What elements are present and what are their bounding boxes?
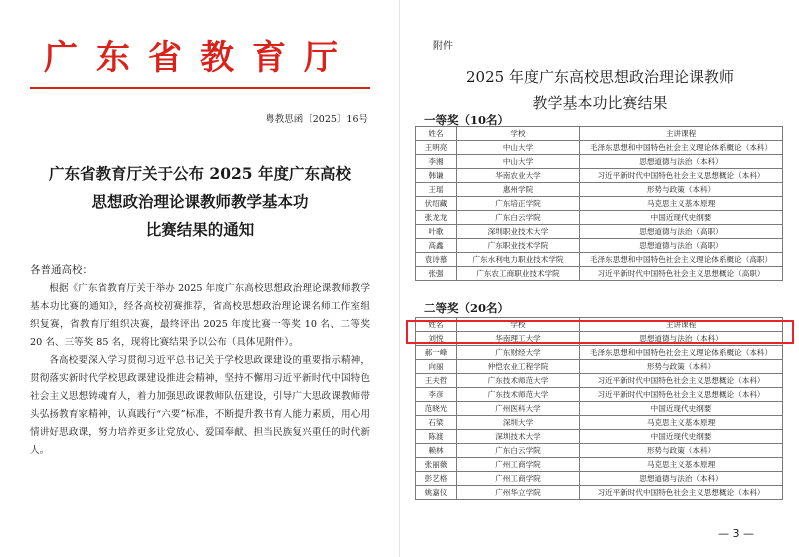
course-name: 形势与政策（本科） xyxy=(580,360,783,374)
school-name: 广州华立学院 xyxy=(457,486,580,500)
first-prize-heading: 一等奖（10名） xyxy=(424,113,510,127)
notice-body xyxy=(30,280,370,460)
winner-name: 张强 xyxy=(416,267,457,281)
table-row xyxy=(416,458,783,472)
school-name: 深圳职业技术大学 xyxy=(457,225,580,239)
table-row xyxy=(416,141,783,155)
notice-title-line: 比赛结果的通知 xyxy=(145,220,255,239)
page-number: — 3 — xyxy=(718,527,754,540)
table-row xyxy=(416,155,783,169)
column-header-course: 主讲课程 xyxy=(580,318,783,332)
course-name: 毛泽东思想和中国特色社会主义理论体系概论（本科） xyxy=(580,346,783,360)
attachment-label: 附件 xyxy=(433,41,453,52)
table-row xyxy=(416,374,783,388)
results-title-line: 2025 年度广东高校思想政治理论课教师 xyxy=(466,68,734,86)
course-name: 马克思主义基本原理 xyxy=(580,458,783,472)
school-name: 深圳大学 xyxy=(457,416,580,430)
school-name: 深圳技术大学 xyxy=(457,430,580,444)
school-name: 广州医科大学 xyxy=(457,402,580,416)
course-name: 形势与政策（本科） xyxy=(580,183,783,197)
course-name: 形势与政策（本科） xyxy=(580,444,783,458)
winner-name: 叶歌 xyxy=(416,225,457,239)
body-paragraph: 根据《广东省教育厅关于举办 2025 年度广东高校思想政治理论课教师教学基本功比赛的通知》，经各高校初赛推荐，省高校思想政治理论课名师工作室组织复赛，省教育厅组织决赛，最终评出 2025 年度比赛一等奖 10 名、二等奖 20 名、三等奖 85 名，现将比赛结果予以公布（具体见附件）。 xyxy=(30,283,370,348)
notice-page xyxy=(0,0,392,557)
winner-name: 姚嘉仪 xyxy=(416,486,457,500)
winner-name: 石梁 xyxy=(416,416,457,430)
body-paragraph: 各高校要深入学习贯彻习近平总书记关于学校思政课建设的重要指示精神，贯彻落实新时代学校思政课建设推进会精神，坚持不懈用习近平新时代中国特色社会主义思想铸魂育人，着力加强思政课教师队伍建设，引导广大思政课教师带头弘扬教育家精神，认真践行“六要”标准，不断提升教书育人能力素质，用心用情讲好思政课，努力培养更多让党放心、爱国奉献、担当民族复兴重任的时代新人。 xyxy=(30,355,370,456)
school-name: 广东财经大学 xyxy=(457,346,580,360)
school-name: 广州工商学院 xyxy=(457,458,580,472)
school-name: 广东技术师范大学 xyxy=(457,388,580,402)
table-row xyxy=(416,211,783,225)
winner-name: 刘悦 xyxy=(416,332,457,346)
first-prize-table xyxy=(415,126,783,281)
school-name: 广东水利电力职业技术学院 xyxy=(457,253,580,267)
results-title xyxy=(400,64,799,116)
column-header-school: 学校 xyxy=(457,127,580,141)
second-prize-table xyxy=(415,317,783,500)
course-name: 思想道德与法治（高职） xyxy=(580,239,783,253)
table-row xyxy=(416,197,783,211)
table-row xyxy=(416,444,783,458)
winner-name: 袁诗慕 xyxy=(416,253,457,267)
notice-title-line: 广东省教育厅关于公布 2025 年度广东高校 xyxy=(49,164,351,183)
results-page xyxy=(399,0,799,557)
school-name: 广州工商学院 xyxy=(457,472,580,486)
school-name: 中山大学 xyxy=(457,141,580,155)
school-name: 惠州学院 xyxy=(457,183,580,197)
table-row xyxy=(416,346,783,360)
winner-name: 王瑶 xyxy=(416,183,457,197)
winner-name: 张丽薇 xyxy=(416,458,457,472)
course-name: 习近平新时代中国特色社会主义思想概论（本科） xyxy=(580,169,783,183)
course-name: 习近平新时代中国特色社会主义思想概论（本科） xyxy=(580,486,783,500)
highlight-box xyxy=(406,320,794,344)
salutation: 各普通高校： xyxy=(30,264,93,276)
winner-name: 郝一峰 xyxy=(416,346,457,360)
table-row xyxy=(416,416,783,430)
winner-name: 赖林 xyxy=(416,444,457,458)
column-header-school: 学校 xyxy=(457,318,580,332)
school-name: 广东职业技术学院 xyxy=(457,239,580,253)
table-row xyxy=(416,225,783,239)
table-row xyxy=(416,253,783,267)
table-row xyxy=(416,169,783,183)
column-header-name: 姓名 xyxy=(416,127,457,141)
document-number: 粤教思函〔2025〕16号 xyxy=(265,114,368,125)
column-header-name: 姓名 xyxy=(416,318,457,332)
winner-name: 伏绍藏 xyxy=(416,197,457,211)
winner-name: 韩谦 xyxy=(416,169,457,183)
table-row xyxy=(416,486,783,500)
winner-name: 李湘 xyxy=(416,155,457,169)
table-header-row xyxy=(416,127,783,141)
school-name: 广东技术师范大学 xyxy=(457,374,580,388)
results-title-line: 教学基本功比赛结果 xyxy=(532,94,668,112)
winner-name: 彭艺格 xyxy=(416,472,457,486)
column-header-course: 主讲课程 xyxy=(580,127,783,141)
issuer-header: 广东省教育厅 xyxy=(44,38,356,78)
school-name: 华南农业大学 xyxy=(457,169,580,183)
school-name: 广东农工商职业技术学院 xyxy=(457,267,580,281)
course-name: 中国近现代史纲要 xyxy=(580,402,783,416)
school-name: 广东培正学院 xyxy=(457,197,580,211)
table-row xyxy=(416,183,783,197)
school-name: 仲恺农业工程学院 xyxy=(457,360,580,374)
red-divider xyxy=(30,87,370,89)
notice-title xyxy=(30,160,370,244)
winner-name: 王明亮 xyxy=(416,141,457,155)
winner-name: 李彦 xyxy=(416,388,457,402)
winner-name: 王夫哲 xyxy=(416,374,457,388)
school-name: 华南理工大学 xyxy=(457,332,580,346)
course-name: 习近平新时代中国特色社会主义思想概论（本科） xyxy=(580,374,783,388)
table-row xyxy=(416,388,783,402)
course-name: 思想道德与法治（高职） xyxy=(580,225,783,239)
table-row xyxy=(416,472,783,486)
table-row xyxy=(416,430,783,444)
course-name: 思想道德与法治（本科） xyxy=(580,155,783,169)
school-name: 中山大学 xyxy=(457,155,580,169)
course-name: 中国近现代史纲要 xyxy=(580,211,783,225)
course-name: 毛泽东思想和中国特色社会主义理论体系概论（高职） xyxy=(580,253,783,267)
course-name: 毛泽东思想和中国特色社会主义理论体系概论（本科） xyxy=(580,141,783,155)
school-name: 广东白云学院 xyxy=(457,211,580,225)
course-name: 习近平新时代中国特色社会主义思想概论（本科） xyxy=(580,388,783,402)
school-name: 广东白云学院 xyxy=(457,444,580,458)
winner-name: 陈渡 xyxy=(416,430,457,444)
course-name: 思想道德与法治（本科） xyxy=(580,472,783,486)
course-name: 马克思主义基本原理 xyxy=(580,197,783,211)
second-prize-heading: 二等奖（20名） xyxy=(424,301,510,315)
notice-title-line: 思想政治理论课教师教学基本功 xyxy=(91,192,309,211)
table-row xyxy=(416,267,783,281)
winner-name: 高鑫 xyxy=(416,239,457,253)
course-name: 习近平新时代中国特色社会主义思想概论（高职） xyxy=(580,267,783,281)
table-row xyxy=(416,360,783,374)
course-name: 马克思主义基本原理 xyxy=(580,416,783,430)
table-row xyxy=(416,239,783,253)
course-name: 思想道德与法治（本科） xyxy=(580,332,783,346)
winner-name: 张龙龙 xyxy=(416,211,457,225)
course-name: 中国近现代史纲要 xyxy=(580,430,783,444)
table-row xyxy=(416,402,783,416)
winner-name: 范晓光 xyxy=(416,402,457,416)
winner-name: 向丽 xyxy=(416,360,457,374)
